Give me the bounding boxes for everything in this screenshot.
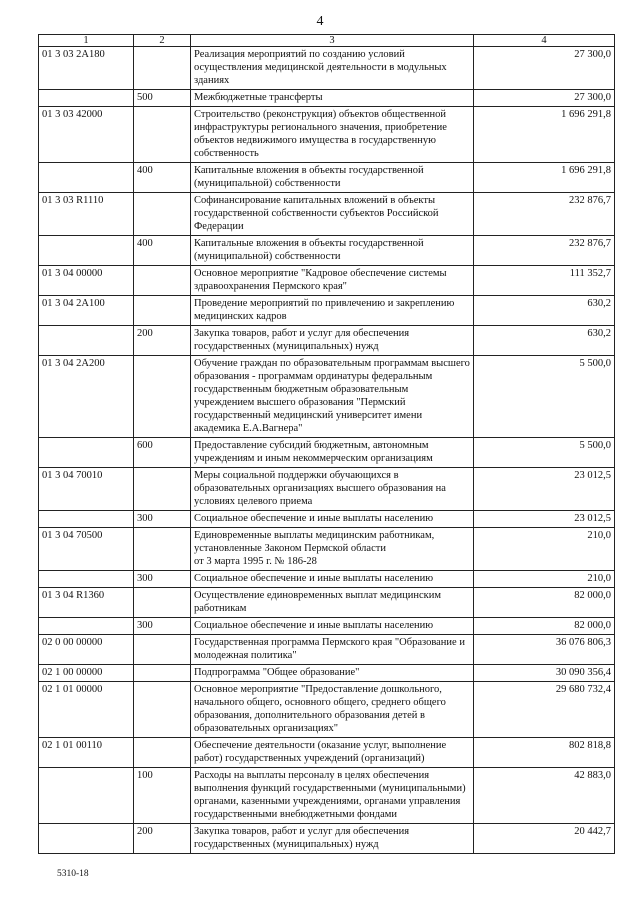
expense-type-cell	[134, 296, 191, 326]
table-header	[39, 35, 615, 47]
table-row	[39, 571, 615, 588]
table-row	[39, 326, 615, 356]
table-row	[39, 193, 615, 236]
table-row	[39, 236, 615, 266]
code-cell: 02 1 01 00110	[39, 738, 134, 768]
description-cell: Капитальные вложения в объекты государственной (муниципальной) собственности	[191, 236, 474, 266]
code-cell: 01 3 03 42000	[39, 107, 134, 163]
description-cell: Меры социальной поддержки обучающихся в образовательных организациях высшего образования на условиях целевого приема	[191, 468, 474, 511]
table-row	[39, 266, 615, 296]
code-cell	[39, 511, 134, 528]
description-cell: Строительство (реконструкция) объектов общественной инфраструктуры регионального значения, приобретение объектов недвижимого имущества в государственную собственность	[191, 107, 474, 163]
amount-cell: 30 090 356,4	[474, 665, 615, 682]
code-cell	[39, 438, 134, 468]
table-row	[39, 438, 615, 468]
amount-cell: 630,2	[474, 296, 615, 326]
description-cell: Реализация мероприятий по созданию условий осуществления медицинской деятельности в модульных зданиях	[191, 47, 474, 90]
code-cell	[39, 571, 134, 588]
description-cell: Закупка товаров, работ и услуг для обеспечения государственных (муниципальных) нужд	[191, 326, 474, 356]
expense-type-cell: 300	[134, 511, 191, 528]
amount-cell: 630,2	[474, 326, 615, 356]
code-cell	[39, 824, 134, 854]
code-cell: 02 1 01 00000	[39, 682, 134, 738]
expense-type-cell: 300	[134, 618, 191, 635]
expense-type-cell: 100	[134, 768, 191, 824]
description-cell: Проведение мероприятий по привлечению и закреплению медицинских кадров	[191, 296, 474, 326]
amount-cell: 23 012,5	[474, 468, 615, 511]
description-cell: Единовременные выплаты медицинским работникам, установленные Законом Пермской области от 3 марта 1995 г. № 186-28	[191, 528, 474, 571]
amount-cell: 42 883,0	[474, 768, 615, 824]
code-cell	[39, 90, 134, 107]
table-row	[39, 163, 615, 193]
code-cell	[39, 768, 134, 824]
expense-type-cell	[134, 266, 191, 296]
table-row	[39, 47, 615, 90]
code-cell: 02 0 00 00000	[39, 635, 134, 665]
expense-type-cell	[134, 738, 191, 768]
code-cell: 01 3 03 R1110	[39, 193, 134, 236]
expense-type-cell	[134, 528, 191, 571]
table-row	[39, 528, 615, 571]
description-cell: Обеспечение деятельности (оказание услуг, выполнение работ) государственных учреждений (организаций)	[191, 738, 474, 768]
table-row	[39, 296, 615, 326]
expense-type-cell: 200	[134, 326, 191, 356]
table-row	[39, 468, 615, 511]
code-cell: 01 3 04 2А200	[39, 356, 134, 438]
amount-cell: 232 876,7	[474, 193, 615, 236]
expense-type-cell: 400	[134, 236, 191, 266]
description-cell: Социальное обеспечение и иные выплаты населению	[191, 511, 474, 528]
header-col-4: 4	[474, 35, 615, 47]
code-cell: 02 1 00 00000	[39, 665, 134, 682]
header-col-1: 1	[39, 35, 134, 47]
expense-type-cell	[134, 193, 191, 236]
amount-cell: 27 300,0	[474, 47, 615, 90]
expense-type-cell: 600	[134, 438, 191, 468]
table-row	[39, 618, 615, 635]
table-row	[39, 356, 615, 438]
table-row	[39, 511, 615, 528]
description-cell: Подпрограмма "Общее образование"	[191, 665, 474, 682]
table-row	[39, 768, 615, 824]
code-cell	[39, 618, 134, 635]
expense-type-cell	[134, 682, 191, 738]
expense-type-cell	[134, 588, 191, 618]
description-cell: Осуществление единовременных выплат медицинским работникам	[191, 588, 474, 618]
amount-cell: 36 076 806,3	[474, 635, 615, 665]
amount-cell: 5 500,0	[474, 438, 615, 468]
description-cell: Государственная программа Пермского края "Образование и молодежная политика"	[191, 635, 474, 665]
code-cell	[39, 236, 134, 266]
description-cell: Социальное обеспечение и иные выплаты населению	[191, 571, 474, 588]
table-row	[39, 738, 615, 768]
expense-type-cell: 200	[134, 824, 191, 854]
amount-cell: 27 300,0	[474, 90, 615, 107]
description-cell: Межбюджетные трансферты	[191, 90, 474, 107]
table-row	[39, 635, 615, 665]
amount-cell: 1 696 291,8	[474, 107, 615, 163]
header-col-2: 2	[134, 35, 191, 47]
table-row	[39, 682, 615, 738]
amount-cell: 82 000,0	[474, 618, 615, 635]
code-cell: 01 3 04 00000	[39, 266, 134, 296]
expense-type-cell: 500	[134, 90, 191, 107]
expense-type-cell	[134, 356, 191, 438]
description-cell: Социальное обеспечение и иные выплаты населению	[191, 618, 474, 635]
description-cell: Предоставление субсидий бюджетным, автономным учреждениям и иным некоммерческим организациям	[191, 438, 474, 468]
amount-cell: 23 012,5	[474, 511, 615, 528]
table-row	[39, 90, 615, 107]
description-cell: Основное мероприятие "Предоставление дошкольного, начального общего, основного общего, среднего общего образования, дополнительного образования детей в образовательных организациях"	[191, 682, 474, 738]
header-col-3: 3	[191, 35, 474, 47]
amount-cell: 232 876,7	[474, 236, 615, 266]
expense-type-cell	[134, 47, 191, 90]
document-code: 5310-18	[57, 869, 89, 879]
code-cell: 01 3 04 70500	[39, 528, 134, 571]
expense-type-cell	[134, 107, 191, 163]
amount-cell: 29 680 732,4	[474, 682, 615, 738]
amount-cell: 111 352,7	[474, 266, 615, 296]
table-body	[39, 47, 615, 854]
code-cell: 01 3 04 2А100	[39, 296, 134, 326]
amount-cell: 210,0	[474, 571, 615, 588]
amount-cell: 802 818,8	[474, 738, 615, 768]
amount-cell: 1 696 291,8	[474, 163, 615, 193]
table-row	[39, 824, 615, 854]
code-cell: 01 3 03 2А180	[39, 47, 134, 90]
code-cell	[39, 326, 134, 356]
description-cell: Софинансирование капитальных вложений в объекты государственной собственности субъектов Российской Федерации	[191, 193, 474, 236]
amount-cell: 210,0	[474, 528, 615, 571]
description-cell: Расходы на выплаты персоналу в целях обеспечения выполнения функций государственными (муниципальными) органами, казенными учреждениями, органами управления государственными внебюджетными фондами	[191, 768, 474, 824]
expense-type-cell	[134, 468, 191, 511]
table-row	[39, 588, 615, 618]
budget-table	[38, 34, 615, 854]
page-number: 4	[316, 14, 324, 29]
code-cell: 01 3 04 R1360	[39, 588, 134, 618]
amount-cell: 20 442,7	[474, 824, 615, 854]
amount-cell: 5 500,0	[474, 356, 615, 438]
table-row	[39, 107, 615, 163]
description-cell: Обучение граждан по образовательным программам высшего образования - программам ординатуры федеральным государственным бюджетным образовательным учреждением высшего образования "Пермский государственный медицинский университет имени академика Е.А.Вагнера"	[191, 356, 474, 438]
description-cell: Основное мероприятие "Кадровое обеспечение системы здравоохранения Пермского края"	[191, 266, 474, 296]
amount-cell: 82 000,0	[474, 588, 615, 618]
expense-type-cell: 300	[134, 571, 191, 588]
code-cell	[39, 163, 134, 193]
table-row	[39, 665, 615, 682]
expense-type-cell	[134, 635, 191, 665]
description-cell: Капитальные вложения в объекты государственной (муниципальной) собственности	[191, 163, 474, 193]
expense-type-cell: 400	[134, 163, 191, 193]
code-cell: 01 3 04 70010	[39, 468, 134, 511]
expense-type-cell	[134, 665, 191, 682]
description-cell: Закупка товаров, работ и услуг для обеспечения государственных (муниципальных) нужд	[191, 824, 474, 854]
